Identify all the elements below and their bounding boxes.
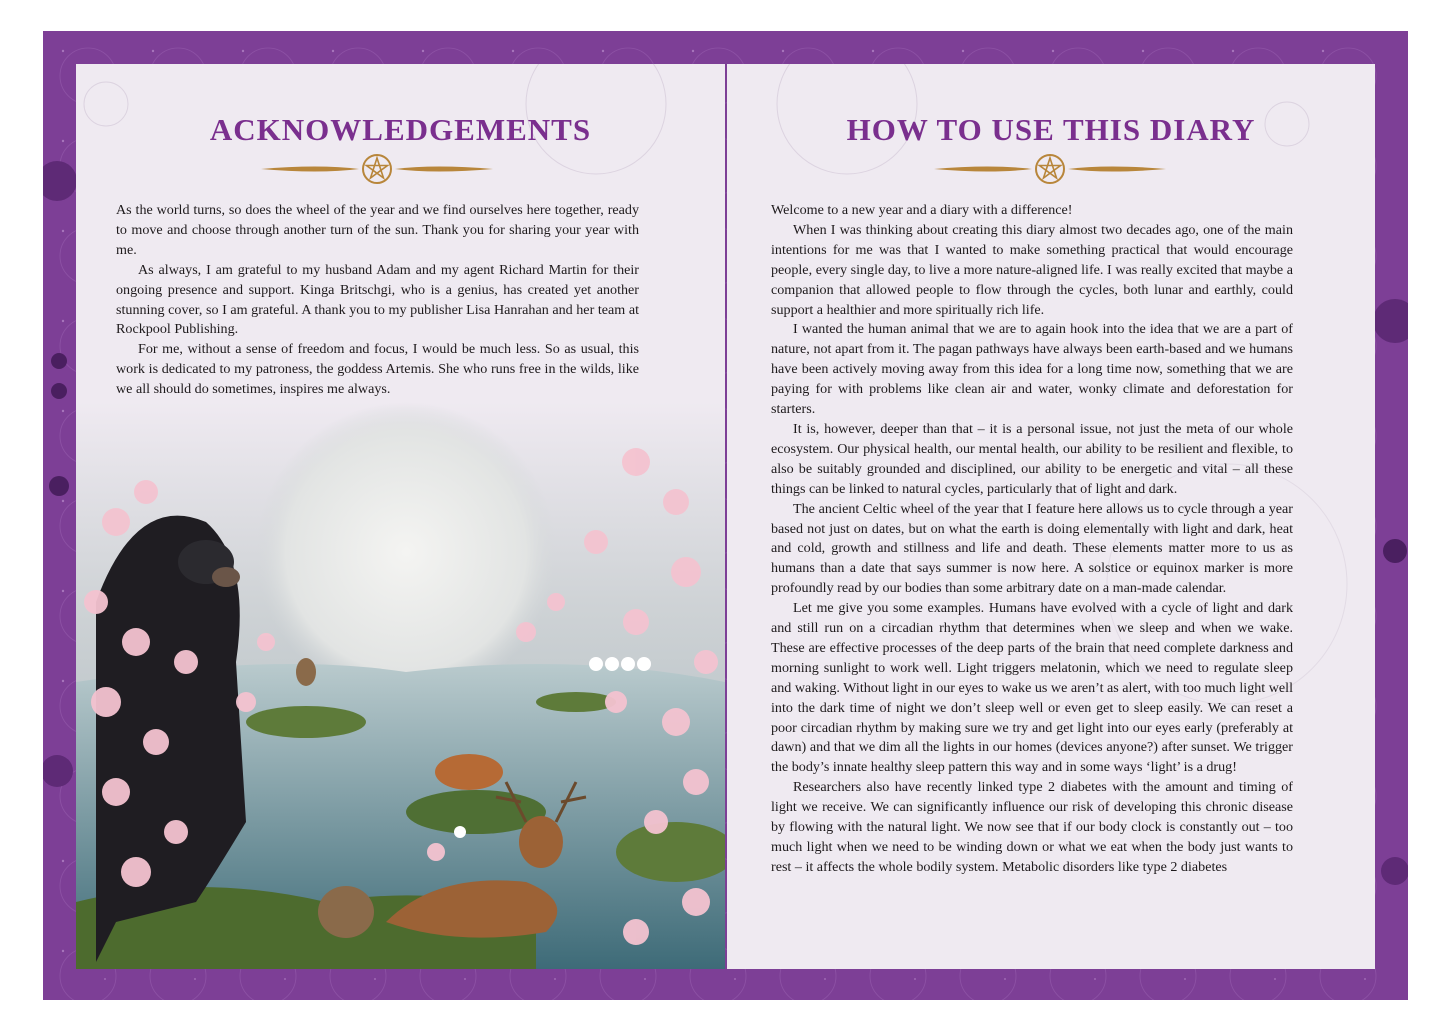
forest-animals-illustration: [76, 402, 725, 969]
how-to-use-text: [771, 201, 1293, 878]
left-page: [76, 64, 725, 969]
pentacle-icon: [1036, 155, 1064, 183]
paragraph: It is, however, deeper than that – it is a personal issue, not just the meta of our whole ecosystem. Our physical health, our mental health, our ability to be resilient and flexible, to also be suitably grounded and disciplined, our ability to be energetic and vital – all these things can be linked to natural cycles, particularly that of light and dark.: [771, 420, 1293, 497]
pentacle-icon: [363, 155, 391, 183]
title-divider: [932, 152, 1168, 186]
right-page: [727, 64, 1375, 969]
paragraph: Welcome to a new year and a diary with a difference!: [771, 202, 1073, 218]
paragraph: When I was thinking about creating this diary almost two decades ago, one of the main intentions for me was that I wanted to make something practical that would encourage people, every single day, to live a more nature-aligned life. I was really excited that maybe a companion that allowed people to flow through the cycles, both lunar and earthly, could support a healthier and more spiritually rich life.: [771, 221, 1293, 318]
acknowledgements-text: [116, 201, 639, 400]
acknowledgements-title: ACKNOWLEDGEMENTS: [209, 112, 592, 147]
paragraph: The ancient Celtic wheel of the year that I feature here allows us to cycle through a year based not just on dates, but on what the earth is doing elementally with light and dark, heat and cold, growth and stillness and life and death. These elements matter more to us as humans than a date that says summer is now here. A solstice or equinox marker is more profoundly read by our bodies than some arbitrary date on a man-made calendar.: [771, 500, 1293, 597]
title-divider: [259, 152, 495, 186]
paragraph: Researchers also have recently linked type 2 diabetes with the amount and timing of light we receive. We can significantly influence our risk of developing this chronic disease by flowing with the natural light. We now see that if our body clock is constantly out – too much light when we need to be winding down or what we eat when the body just wants to rest – it affects the whole bodily system. Metabolic disorders like type 2 diabetes: [771, 779, 1293, 875]
book-spread: [43, 31, 1408, 1000]
paragraph: I wanted the human animal that we are to again hook into the idea that we are a part of nature, not apart from it. The pagan pathways have always been earth-based and we humans have been actively moving away from this idea for a long time now, something that we are paying for with problems like clean air and water, wonky climate and deforestation for starters.: [771, 321, 1293, 418]
how-to-use-title: HOW TO USE THIS DIARY: [846, 112, 1256, 147]
paragraph: As always, I am grateful to my husband Adam and my agent Richard Martin for their ongoing presence and support. Kinga Britschgi, who is a genius, has created yet another stunning cover, so I am grateful. A thank you to my publisher Lisa Hanrahan and her team at Rockpool Publishing.: [116, 261, 639, 338]
paragraph: Let me give you some examples. Humans have evolved with a cycle of light and dark and still run on a circadian rhythm that determines when we sleep and when we wake. These are effective processes of the deep parts of the brain that need complete darkness and morning sunlight to work well. Light triggers melatonin, which we need to regulate sleep and waking. Without light in our eyes to wake us we aren’t as alert, with too much light well into the dark time of night we don’t sleep well or even get to sleep easily. We can reset a poor circadian rhythm by making sure we try and get light into our eyes early (preferably at dawn) and that we dim all the lights in our homes (devices anyone?) after sunset. We trigger the body’s innate healthy sleep pattern this way and in some ways ‘light’ is a drug!: [771, 600, 1293, 776]
paragraph: As the world turns, so does the wheel of the year and we find ourselves here together, ready to move and choose through another turn of the sun. Thank you for sharing your year with me.: [116, 202, 639, 258]
paragraph: For me, without a sense of freedom and focus, I would be much less. So as usual, this work is dedicated to my patroness, the goddess Artemis. She who runs free in the wilds, like we all should do sometimes, inspires me always.: [116, 341, 639, 398]
